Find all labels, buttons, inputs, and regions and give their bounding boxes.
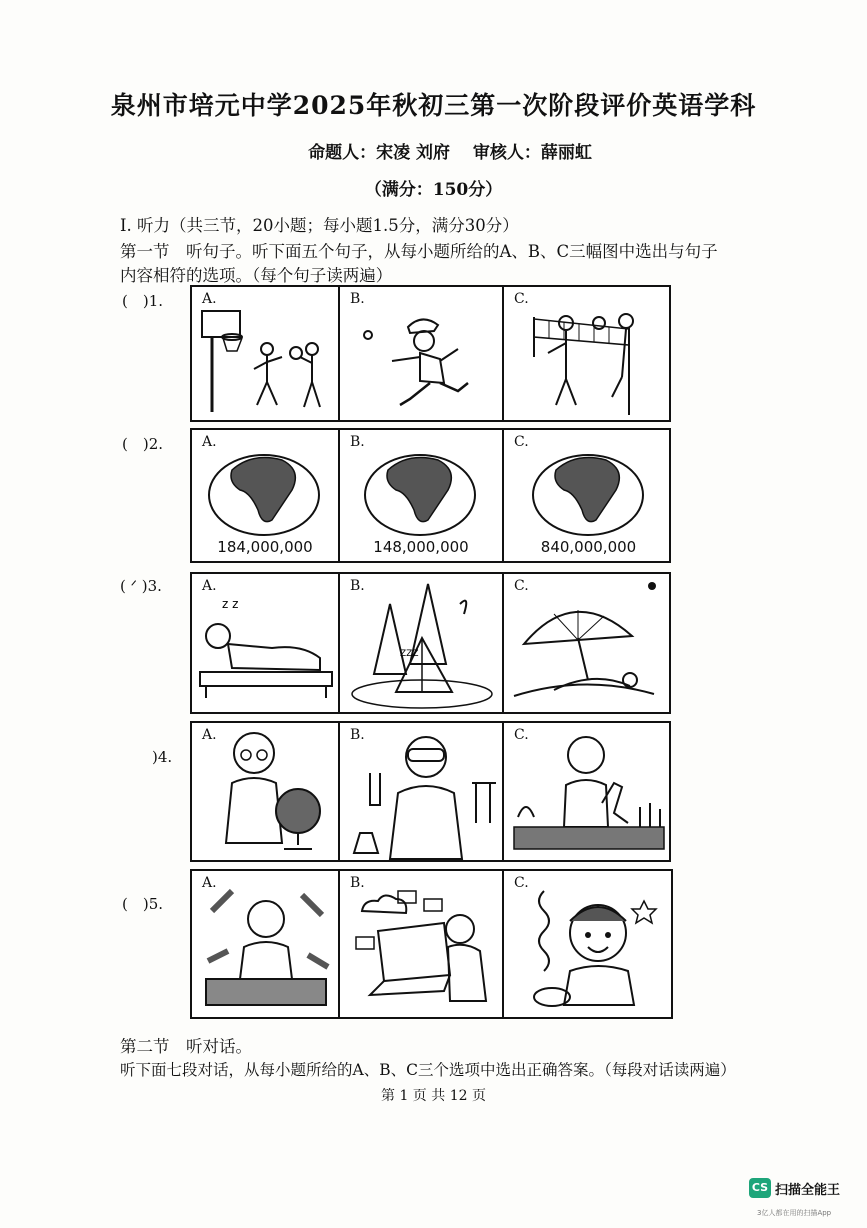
q1-option-a bbox=[192, 287, 340, 420]
question-5-label: ( )5. bbox=[122, 895, 164, 913]
option-letter: C. bbox=[514, 434, 529, 450]
option-letter: B. bbox=[350, 578, 365, 594]
baseball-player-icon bbox=[340, 287, 504, 420]
teacher-with-globe-icon bbox=[192, 723, 340, 860]
question-5-image-row bbox=[190, 869, 673, 1019]
scanner-app-subtitle: 3亿人都在用的扫描App bbox=[757, 1209, 832, 1217]
part2-instruction: 听下面七段对话，从每小题所给的A、B、C三个选项中选出正确答案。（每段对话读两遍） bbox=[120, 1061, 736, 1079]
sleeping-on-sofa-icon bbox=[192, 574, 340, 712]
option-letter: C. bbox=[514, 727, 529, 743]
option-letter: B. bbox=[350, 875, 365, 891]
section-heading: I. 听力（共三节，20小题；每小题1.5分，满分30分） bbox=[120, 216, 519, 235]
population-number: 840,000,000 bbox=[540, 538, 637, 556]
question-2-image-row bbox=[190, 428, 671, 563]
q1-option-c bbox=[504, 287, 673, 420]
svg-text:ZZZ: ZZZ bbox=[400, 649, 419, 659]
boy-telephone-icon bbox=[504, 871, 675, 1017]
question-4-image-row bbox=[190, 721, 671, 862]
option-letter: A. bbox=[202, 727, 217, 743]
scanner-app-name: 扫描全能王 bbox=[775, 1183, 841, 1198]
option-letter: B. bbox=[350, 434, 365, 450]
exam-authors: 命题人：宋凌 刘府 审核人：薛丽虹 bbox=[308, 143, 592, 163]
question-1-label: ( )1. bbox=[122, 292, 164, 310]
full-score: （满分：150分） bbox=[364, 180, 503, 200]
q1-option-b bbox=[340, 287, 504, 420]
question-1-image-row bbox=[190, 285, 671, 422]
tent-in-forest-icon bbox=[340, 574, 504, 712]
basketball-scene-icon bbox=[192, 287, 340, 420]
q2-option-b bbox=[340, 430, 504, 561]
scientist-lab-icon bbox=[340, 723, 504, 860]
q4-option-c bbox=[504, 723, 673, 860]
option-letter: B. bbox=[350, 291, 365, 307]
page-footer: 第 1 页 共 12 页 bbox=[381, 1088, 486, 1104]
beach-umbrella-icon bbox=[504, 574, 673, 712]
camscanner-logo-icon: CS bbox=[749, 1178, 771, 1198]
q3-option-b bbox=[340, 574, 504, 712]
part2-title: 第二节 听对话。 bbox=[120, 1037, 252, 1056]
question-4-label: )4. bbox=[152, 748, 173, 766]
option-letter: B. bbox=[350, 727, 365, 743]
scientist-microscope-icon bbox=[504, 723, 673, 860]
volleyball-scene-icon bbox=[504, 287, 673, 420]
question-3-label: ( ᐟ )3. bbox=[120, 577, 162, 595]
part1-instruction-line1: 第一节 听句子。听下面五个句子，从每小题所给的A、B、C三幅图中选出与句子 bbox=[120, 242, 718, 261]
question-2-label: ( )2. bbox=[122, 435, 164, 453]
q5-option-a bbox=[192, 871, 340, 1017]
boy-writing-letters-icon bbox=[192, 871, 340, 1017]
population-number: 148,000,000 bbox=[373, 538, 469, 556]
option-letter: C. bbox=[514, 291, 529, 307]
option-letter: A. bbox=[202, 434, 217, 450]
q2-option-a bbox=[192, 430, 340, 561]
population-number: 184,000,000 bbox=[217, 538, 313, 556]
question-3-image-row bbox=[190, 572, 671, 714]
option-letter: C. bbox=[514, 875, 529, 891]
boy-laptop-email-icon bbox=[340, 871, 504, 1017]
option-letter: A. bbox=[202, 291, 217, 307]
svg-text:z z: z z bbox=[222, 597, 239, 611]
q3-option-a bbox=[192, 574, 340, 712]
q4-option-a bbox=[192, 723, 340, 860]
q5-option-b bbox=[340, 871, 504, 1017]
option-letter: A. bbox=[202, 578, 217, 594]
q2-option-c bbox=[504, 430, 673, 561]
option-letter: A. bbox=[202, 875, 217, 891]
q4-option-b bbox=[340, 723, 504, 860]
q5-option-c bbox=[504, 871, 675, 1017]
part1-instruction-line2: 内容相符的选项。（每个句子读两遍） bbox=[120, 266, 393, 285]
option-letter: C. bbox=[514, 578, 529, 594]
q3-option-c bbox=[504, 574, 673, 712]
exam-title: 泉州市培元中学2025年秋初三第一次阶段评价英语学科 bbox=[110, 91, 757, 120]
scanner-watermark bbox=[749, 1178, 849, 1217]
